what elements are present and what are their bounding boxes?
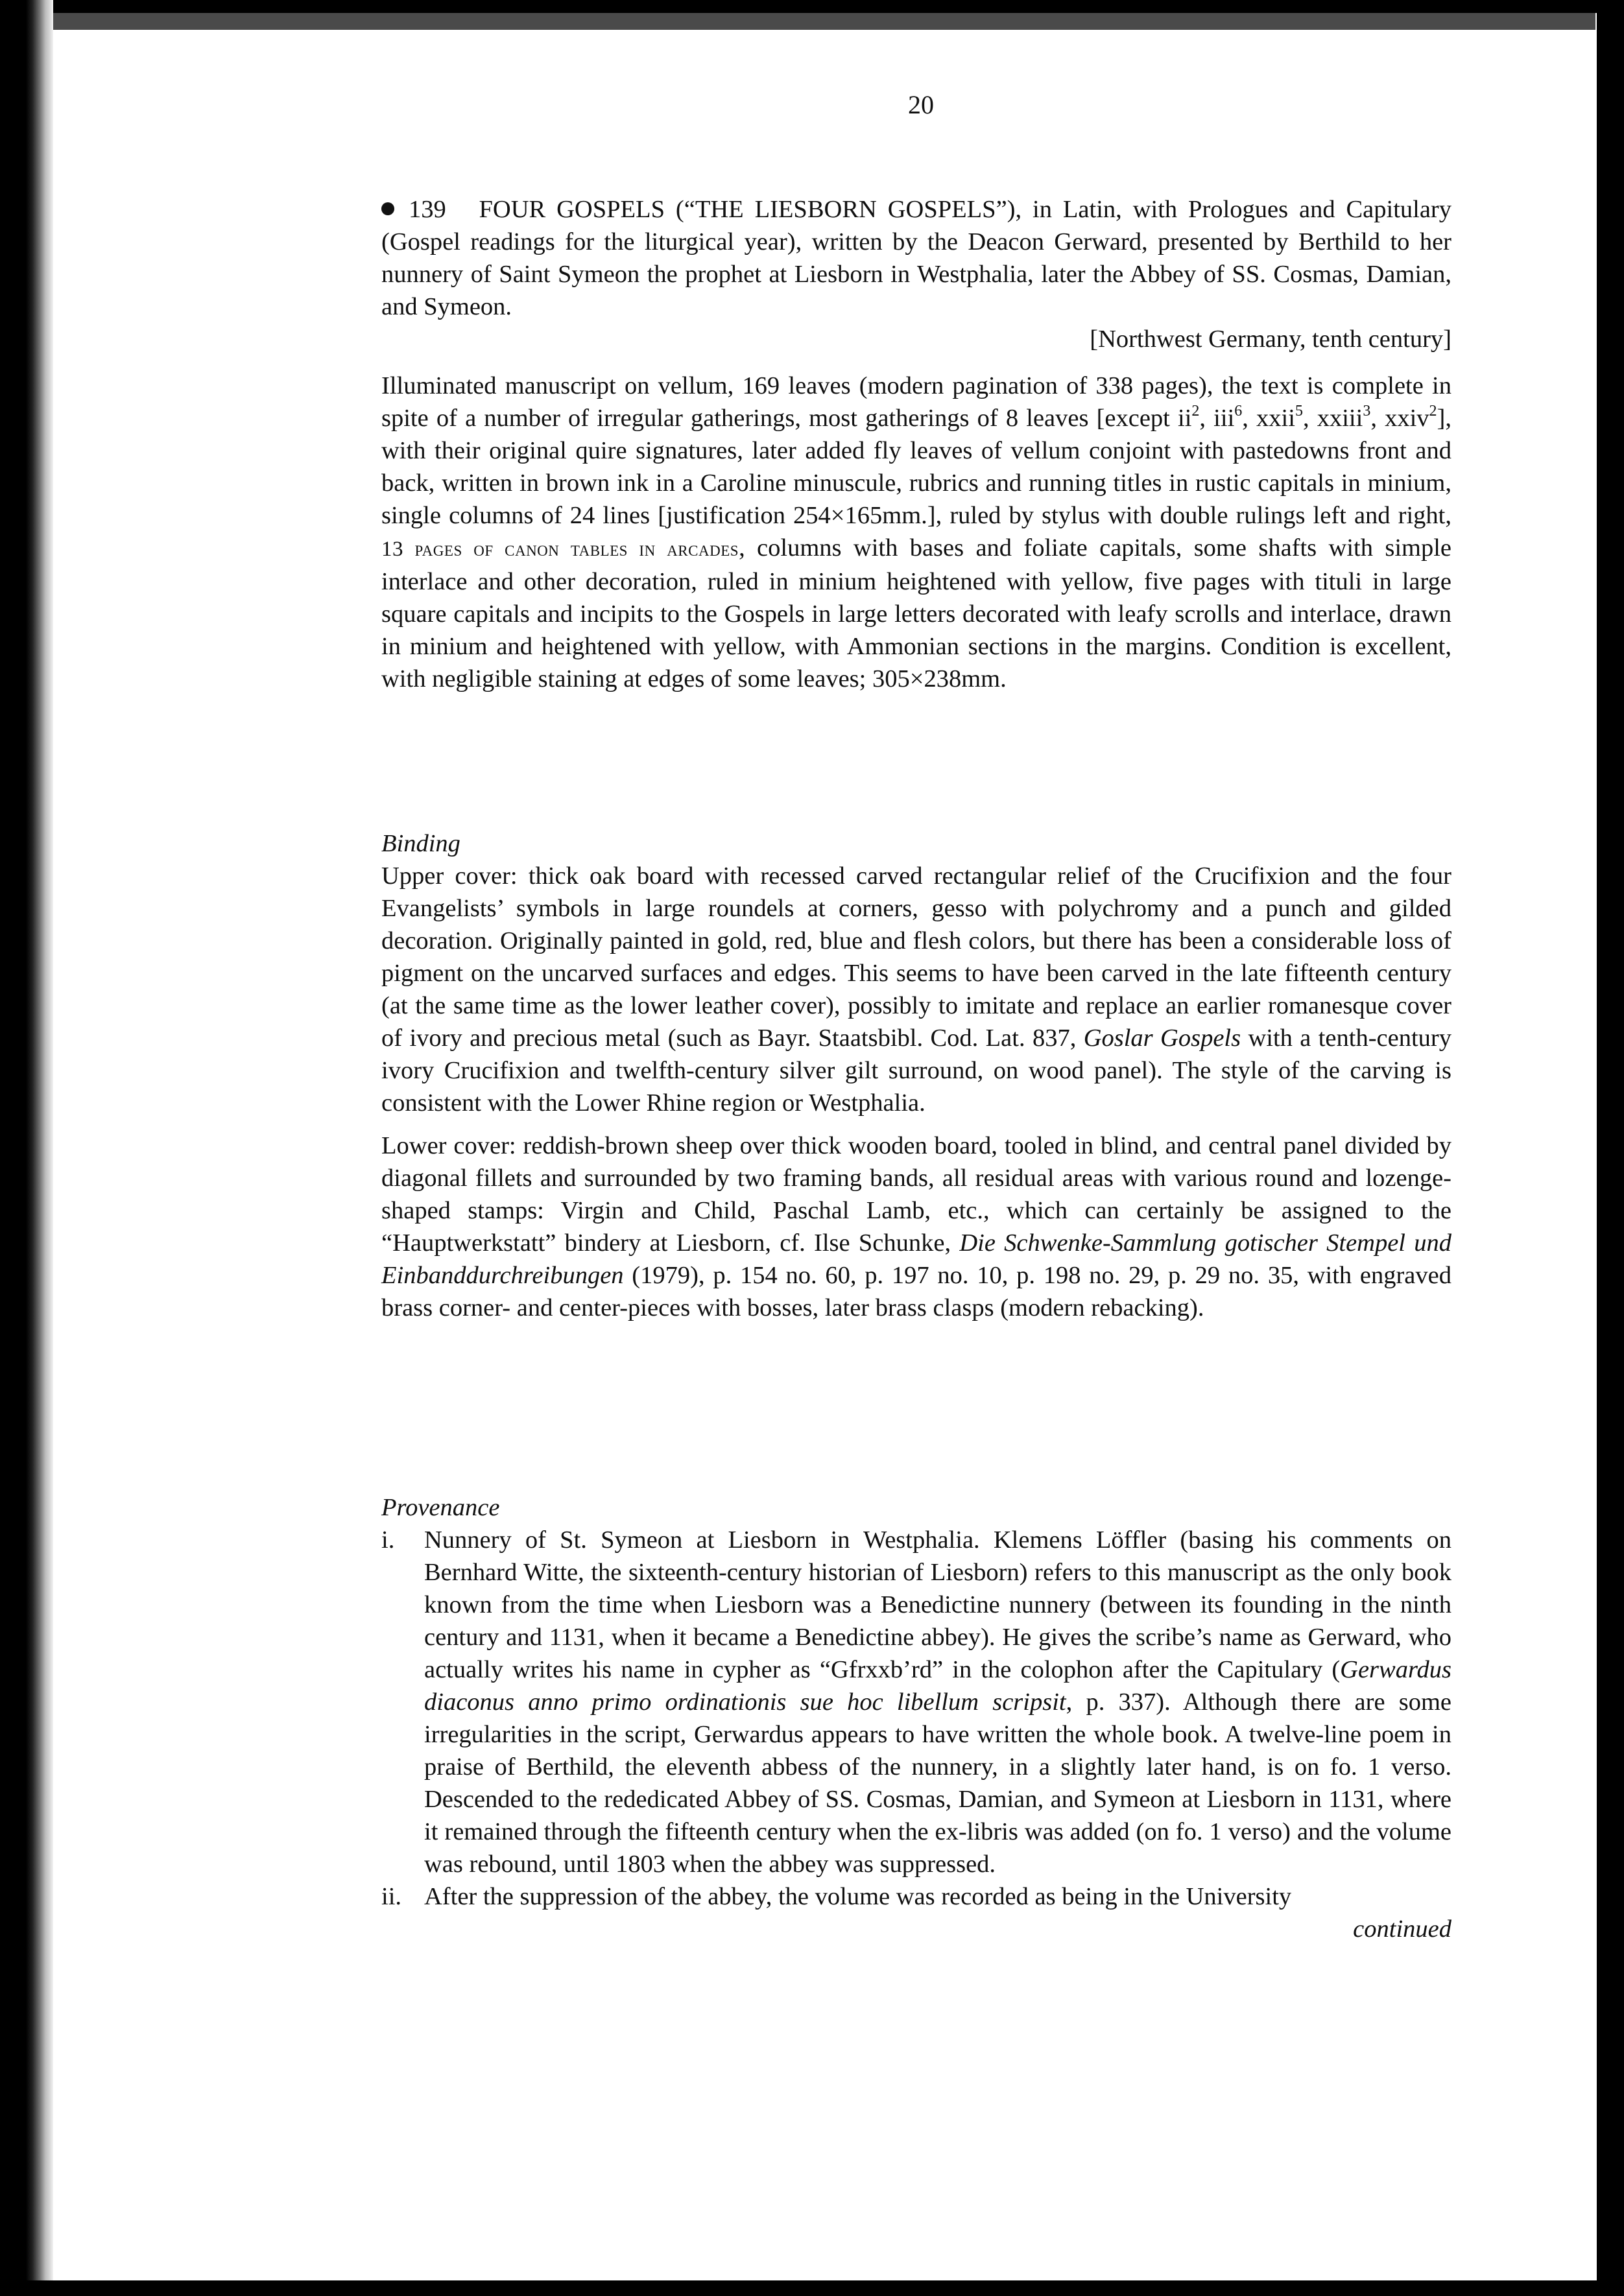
provenance-text: After the suppression of the abbey, the volume was recorded as being in the University <box>424 1883 1292 1910</box>
lower-cover-italic: Die Schwenke-Sammlung gotischer Stempel und Einbanddurchreibungen <box>381 1229 1451 1289</box>
description-text: Illuminated manuscript on vellum, 169 leaves (modern pagination of 338 pages), the text is complete in spite of a number of irregular gatherings, most gatherings of 8 leaves [except ii <box>381 372 1451 432</box>
entry-heading <box>381 193 1451 355</box>
quire-superscript: 3 <box>1363 403 1371 420</box>
entry-number: 139 <box>409 196 446 223</box>
binding-section <box>381 827 1451 1324</box>
quire-superscript: 5 <box>1295 403 1303 420</box>
entry-title-paragraph <box>381 193 1451 323</box>
colophon-quote: Gerwardus diaconus anno primo ordinationis sue hoc libellum scripsit <box>424 1656 1451 1716</box>
description-text: , xxii <box>1242 405 1295 432</box>
quire-superscript: 2 <box>1191 403 1200 420</box>
provenance-text: , p. 337). Although there are some irregularities in the script, Gerwardus appears to have written the whole book. A twelve-line poem in praise of Berthild, the eleventh abbess of the nunnery, in a slightly later hand, is on fo. 1 verso. Descended to the rededicated Abbey of SS. Cosmas, Damian, and Symeon at Liesborn in 1131, where it remained through the fifteenth century when the ex-libris was added (on fo. 1 verso) and the volume was rebound, until 1803 when the abbey was suppressed. <box>424 1688 1451 1878</box>
entry-title: FOUR GOSPELS (“THE LIESBORN GOSPELS”), in Latin, with Prologues and Capitulary (Gospel readings for the liturgical year), written by the Deacon Gerward, presented by Berthild to her nunnery of Saint Symeon the prophet at Liesborn in Westphalia, later the Abbey of SS. Cosmas, Damian, and Symeon. <box>381 196 1451 320</box>
upper-cover-text: Upper cover: thick oak board with recessed carved rectangular relief of the Crucifixion and the four Evangelists’ symbols in large roundels at corners, gesso with polychromy and a punch and gilded decoration. Originally painted in gold, red, blue and flesh colors, but there has been a considerable loss of pigment on the uncarved surfaces and edges. This seems to have been carved in the late fifteenth century (at the same time as the lower leather cover), possibly to imitate and replace an earlier romanesque cover of ivory and precious metal (such as Bayr. Staatsbibl. Cod. Lat. 837, <box>381 862 1451 1052</box>
lower-cover-paragraph <box>381 1130 1451 1324</box>
lower-cover-text: (1979), p. 154 no. 60, p. 197 no. 10, p. 198 no. 29, p. 29 no. 35, with engraved brass corner- and center-pieces with bosses, later brass clasps (modern rebacking). <box>381 1262 1451 1321</box>
provenance-item-number: ii. <box>381 1883 402 1910</box>
scan-border-bottom <box>0 2280 1624 2296</box>
description-text: , iii <box>1199 405 1235 432</box>
binding-heading: Binding <box>381 830 460 857</box>
provenance-list <box>381 1524 1451 1913</box>
description-text: , columns with bases and foliate capitals, some shafts with simple interlace and other decoration, ruled in minium heightened with yellow, five pages with tituli in large square capitals and incipits to the Gospels in large letters decorated with leafy scrolls and interlace, drawn in minium and heightened with yellow, with Ammonian sections in the margins. Condition is excellent, with negligible staining at edges of some leaves; 305×238mm. <box>381 534 1452 692</box>
description-paragraph <box>381 370 1451 695</box>
upper-cover-italic: Goslar Gospels <box>1083 1024 1241 1052</box>
lower-cover-text: Lower cover: reddish-brown sheep over thick wooden board, tooled in blind, and central panel divided by diagonal fillets and surrounded by two framing bands, all residual areas with various round and lozenge-shaped stamps: Virgin and Child, Paschal Lamb, etc., which can certainly be assigned to the “Hauptwerkstatt” bindery at Liesborn, cf. Ilse Schunke, <box>381 1132 1451 1257</box>
description-text: , xxiii <box>1302 405 1363 432</box>
entry-date-place: [Northwest Germany, tenth century] <box>1090 325 1451 353</box>
scan-border-left <box>0 0 53 2296</box>
scan-border-top-shadow <box>52 13 1595 30</box>
continued-label: continued <box>1353 1915 1451 1943</box>
canon-tables-smallcaps: 13 pages of canon tables in arcades <box>381 538 739 561</box>
upper-cover-text: with a tenth-century ivory Crucifixion and twelfth-century silver gilt surround, on wood panel). The style of the carving is consistent with the Lower Rhine region or Westphalia. <box>381 1024 1451 1117</box>
provenance-item-number: i. <box>381 1526 395 1554</box>
upper-cover-paragraph <box>381 860 1451 1119</box>
provenance-heading: Provenance <box>381 1494 500 1521</box>
quire-superscript: 2 <box>1429 403 1437 420</box>
provenance-text: Nunnery of St. Symeon at Liesborn in Westphalia. Klemens Löffler (basing his comments on Bernhard Witte, the sixteenth-century historian of Liesborn) refers to this manuscript as the only book known from the time when Liesborn was a Benedictine nunnery (between its founding in the ninth century and 1131, when it became a Benedictine abbey). He gives the scribe’s name as Gerward, who actually writes his name in cypher as “Gfrxxb’rd” in the colophon after the Capitulary ( <box>424 1526 1451 1683</box>
description-text: , xxiv <box>1370 405 1429 432</box>
scan-border-right <box>1597 0 1624 2296</box>
scan-border-top <box>0 0 1624 13</box>
page-number: 20 <box>908 90 934 119</box>
bullet-icon <box>381 202 394 215</box>
description <box>381 370 1451 695</box>
provenance-section <box>381 1491 1451 1945</box>
quire-superscript: 6 <box>1234 403 1243 420</box>
provenance-item <box>381 1524 1451 1880</box>
provenance-item <box>381 1880 1451 1913</box>
description-text: ], with their original quire signatures, later added fly leaves of vellum conjoint with pastedowns front and back, written in brown ink in a Caroline minuscule, rubrics and running titles in rustic capitals in minium, single columns of 24 lines [justification 254×165mm.], ruled by stylus with double rulings left and right, <box>381 405 1451 529</box>
